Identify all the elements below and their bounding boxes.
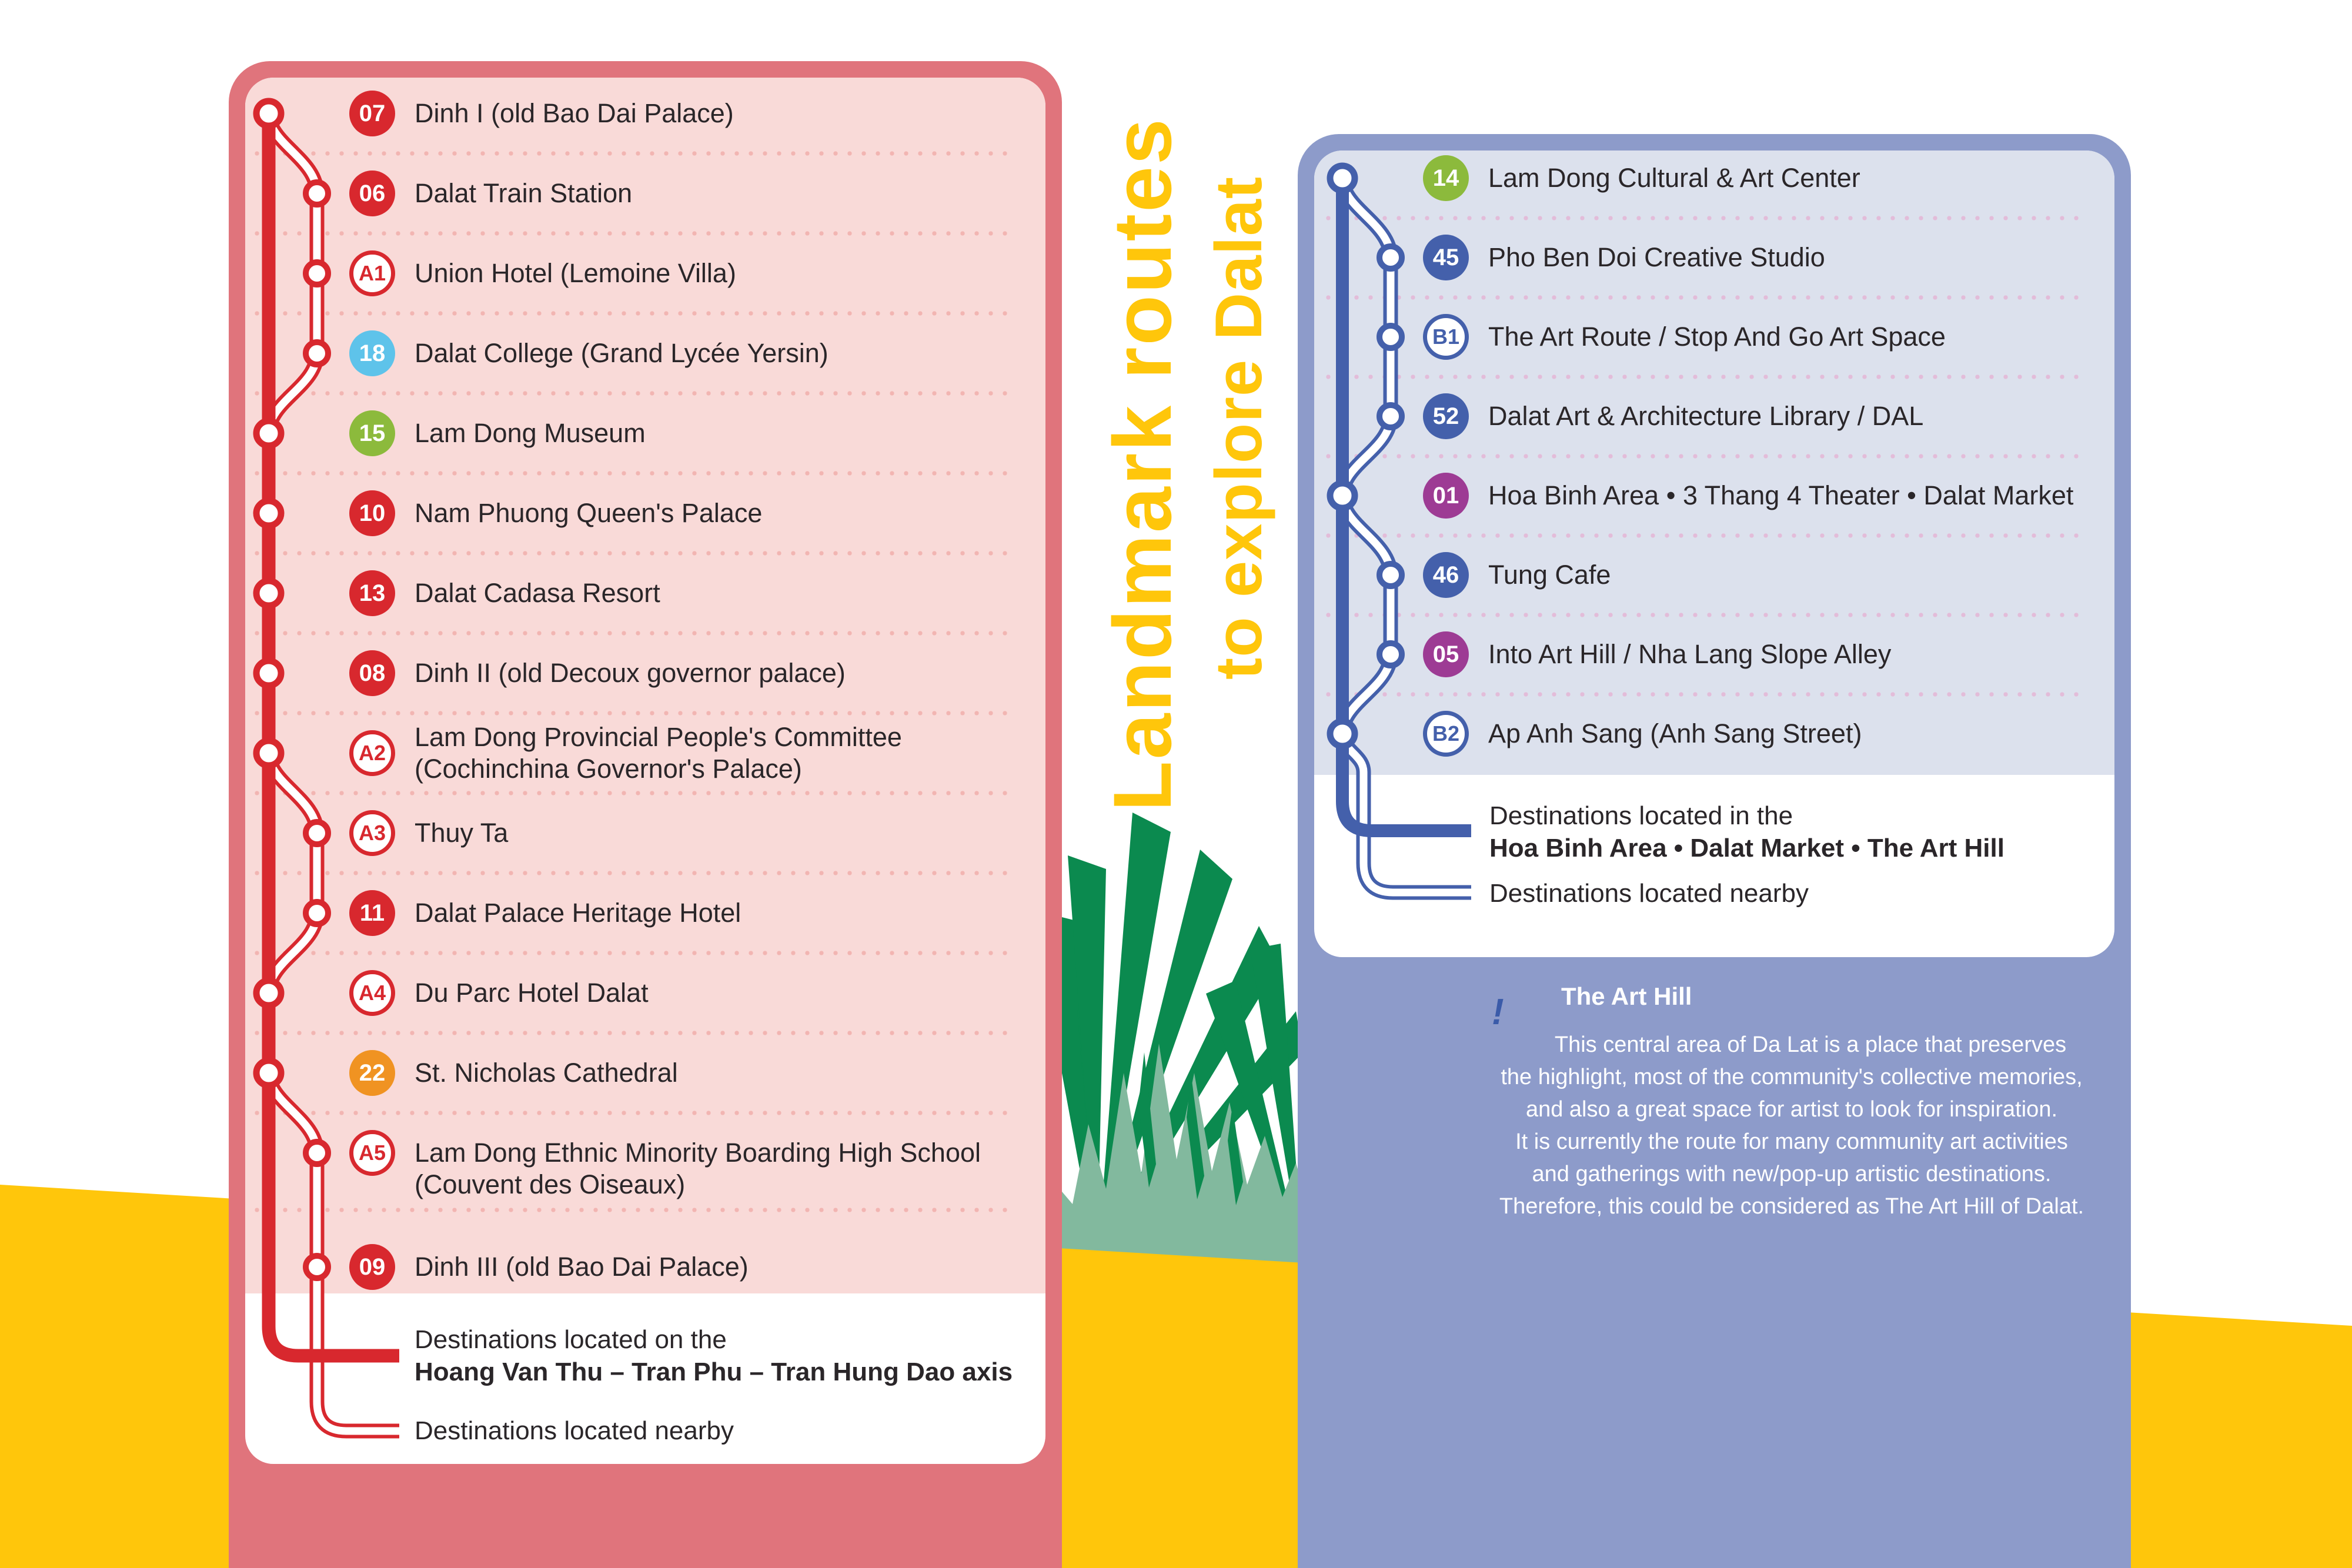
station-label bbox=[415, 337, 828, 369]
station-label bbox=[1488, 480, 2073, 511]
station-label bbox=[1488, 400, 1923, 432]
station-name: Dalat College (Grand Lycée Yersin) bbox=[415, 338, 828, 368]
station-label bbox=[415, 98, 734, 129]
station-node bbox=[1330, 166, 1355, 190]
station-badge-10: 10 bbox=[349, 490, 395, 536]
note-line: Therefore, this could be considered as The Art Hill of Dalat. bbox=[1499, 1194, 2084, 1219]
station-label bbox=[415, 1251, 749, 1283]
station-name: Dalat Cadasa Resort bbox=[415, 578, 660, 608]
station-label bbox=[415, 817, 508, 849]
grass-illustration bbox=[1056, 800, 1303, 1264]
station-name-line2: (Cochinchina Governor's Palace) bbox=[415, 754, 802, 784]
station-node bbox=[1379, 405, 1402, 427]
note-line: the highlight, most of the community's collective memories, bbox=[1501, 1065, 2083, 1089]
station-name: Dalat Art & Architecture Library / DAL bbox=[1488, 401, 1924, 431]
station-node bbox=[1379, 643, 1402, 666]
station-label bbox=[415, 1057, 678, 1089]
station-node bbox=[256, 661, 281, 686]
station-label bbox=[415, 977, 649, 1009]
legend-nearby-caption: Destinations located nearby bbox=[1489, 879, 1809, 908]
station-node bbox=[256, 101, 281, 126]
station-badge-A3: A3 bbox=[349, 810, 395, 856]
note-line: and gatherings with new/pop-up artistic destinations. bbox=[1532, 1162, 2052, 1186]
station-name: Tung Cafe bbox=[1488, 560, 1611, 590]
station-label bbox=[415, 497, 762, 529]
note-line: This central area of Da Lat is a place that preserves bbox=[1554, 1032, 2067, 1057]
legend-axis-caption: Destinations located on the bbox=[415, 1325, 727, 1354]
nearby-line-inner bbox=[1342, 734, 1471, 892]
station-name: Dinh I (old Bao Dai Palace) bbox=[415, 98, 734, 128]
station-node bbox=[256, 421, 281, 446]
legend-axis-roads: Hoang Van Thu – Tran Phu – Tran Hung Dao axis bbox=[415, 1358, 1013, 1386]
station-name-line2: (Couvent des Oiseaux) bbox=[415, 1169, 686, 1199]
station-name: Lam Dong Cultural & Art Center bbox=[1488, 163, 1860, 193]
station-badge-08: 08 bbox=[349, 650, 395, 696]
station-node bbox=[306, 1256, 328, 1278]
panel-axis-route bbox=[229, 61, 1062, 1568]
station-node bbox=[1330, 721, 1355, 746]
station-label bbox=[415, 417, 646, 449]
station-label bbox=[1488, 242, 1825, 273]
station-name: Lam Dong Ethnic Minority Boarding High School bbox=[415, 1138, 981, 1168]
station-badge-B2: B2 bbox=[1423, 711, 1469, 757]
station-badge-15: 15 bbox=[349, 410, 395, 456]
station-node bbox=[256, 1061, 281, 1085]
note-line: It is currently the route for many community art activities bbox=[1515, 1129, 2068, 1154]
station-badge-14: 14 bbox=[1423, 155, 1469, 201]
station-badge-45: 45 bbox=[1423, 235, 1469, 280]
station-node bbox=[256, 741, 281, 765]
station-node bbox=[1379, 246, 1402, 269]
station-badge-18: 18 bbox=[349, 330, 395, 376]
station-badge-A1: A1 bbox=[349, 250, 395, 296]
station-label bbox=[1488, 321, 1946, 353]
station-name: Dalat Palace Heritage Hotel bbox=[415, 898, 741, 928]
station-label bbox=[1488, 718, 1862, 750]
exclamation-icon: ! bbox=[1492, 992, 1504, 1032]
station-badge-A2: A2 bbox=[349, 730, 395, 776]
station-label bbox=[415, 897, 741, 929]
station-name: Hoa Binh Area • 3 Thang 4 Theater • Dalat Market bbox=[1488, 480, 2074, 510]
legend-area-caption: Destinations located in the bbox=[1489, 801, 1793, 830]
station-node bbox=[1379, 326, 1402, 348]
station-node bbox=[306, 262, 328, 285]
station-label bbox=[415, 721, 902, 785]
station-name: Nam Phuong Queen's Palace bbox=[415, 498, 763, 528]
station-name: Lam Dong Provincial People's Committee bbox=[415, 722, 902, 752]
station-badge-52: 52 bbox=[1423, 393, 1469, 439]
station-name: Dinh III (old Bao Dai Palace) bbox=[415, 1252, 749, 1282]
note-line: and also a great space for artist to look for inspiration. bbox=[1525, 1097, 2058, 1122]
note-heading: The Art Hill bbox=[1561, 982, 1692, 1010]
station-badge-A5: A5 bbox=[349, 1130, 395, 1176]
station-label bbox=[415, 178, 632, 209]
station-badge-22: 22 bbox=[349, 1050, 395, 1096]
legend-nearby-caption: Destinations located nearby bbox=[415, 1416, 734, 1445]
station-name: Pho Ben Doi Creative Studio bbox=[1488, 242, 1825, 272]
station-badge-07: 07 bbox=[349, 91, 395, 136]
note-body bbox=[1474, 1029, 2109, 1223]
station-node bbox=[306, 1142, 328, 1164]
station-label bbox=[1488, 638, 1891, 670]
panel-arthill-route bbox=[1298, 134, 2131, 1568]
station-badge-09: 09 bbox=[349, 1244, 395, 1290]
station-badge-A4: A4 bbox=[349, 970, 395, 1016]
station-label bbox=[1488, 162, 1860, 194]
poster-title-line2: to explore Dalat bbox=[1202, 176, 1275, 680]
station-node bbox=[1330, 483, 1355, 508]
station-badge-B1: B1 bbox=[1423, 314, 1469, 360]
station-name: Dalat Train Station bbox=[415, 178, 633, 208]
station-badge-11: 11 bbox=[349, 890, 395, 936]
station-label bbox=[415, 577, 660, 609]
station-name: St. Nicholas Cathedral bbox=[415, 1058, 678, 1088]
station-node bbox=[306, 902, 328, 924]
station-node bbox=[256, 581, 281, 606]
station-name: Du Parc Hotel Dalat bbox=[415, 978, 649, 1008]
station-label bbox=[415, 657, 846, 689]
station-node bbox=[1379, 564, 1402, 586]
station-name: Union Hotel (Lemoine Villa) bbox=[415, 258, 736, 288]
station-badge-06: 06 bbox=[349, 170, 395, 216]
station-name: Thuy Ta bbox=[415, 818, 509, 848]
station-node bbox=[256, 981, 281, 1005]
station-name: Ap Anh Sang (Anh Sang Street) bbox=[1488, 718, 1862, 748]
station-name: Dinh II (old Decoux governor palace) bbox=[415, 658, 846, 688]
station-badge-46: 46 bbox=[1423, 552, 1469, 598]
station-node bbox=[306, 182, 328, 205]
station-name: The Art Route / Stop And Go Art Space bbox=[1488, 322, 1946, 352]
poster-title-line1: Landmark routes bbox=[1096, 117, 1188, 811]
station-node bbox=[256, 501, 281, 526]
station-node bbox=[306, 822, 328, 844]
station-label bbox=[1488, 559, 1611, 591]
station-name: Lam Dong Museum bbox=[415, 418, 646, 448]
station-badge-01: 01 bbox=[1423, 473, 1469, 519]
station-name: Into Art Hill / Nha Lang Slope Alley bbox=[1488, 639, 1892, 669]
station-badge-05: 05 bbox=[1423, 631, 1469, 677]
legend-area-places: Hoa Binh Area • Dalat Market • The Art Hill bbox=[1489, 834, 2004, 862]
station-badge-13: 13 bbox=[349, 570, 395, 616]
station-label bbox=[415, 1137, 981, 1201]
station-node bbox=[306, 342, 328, 365]
station-label bbox=[415, 258, 736, 289]
